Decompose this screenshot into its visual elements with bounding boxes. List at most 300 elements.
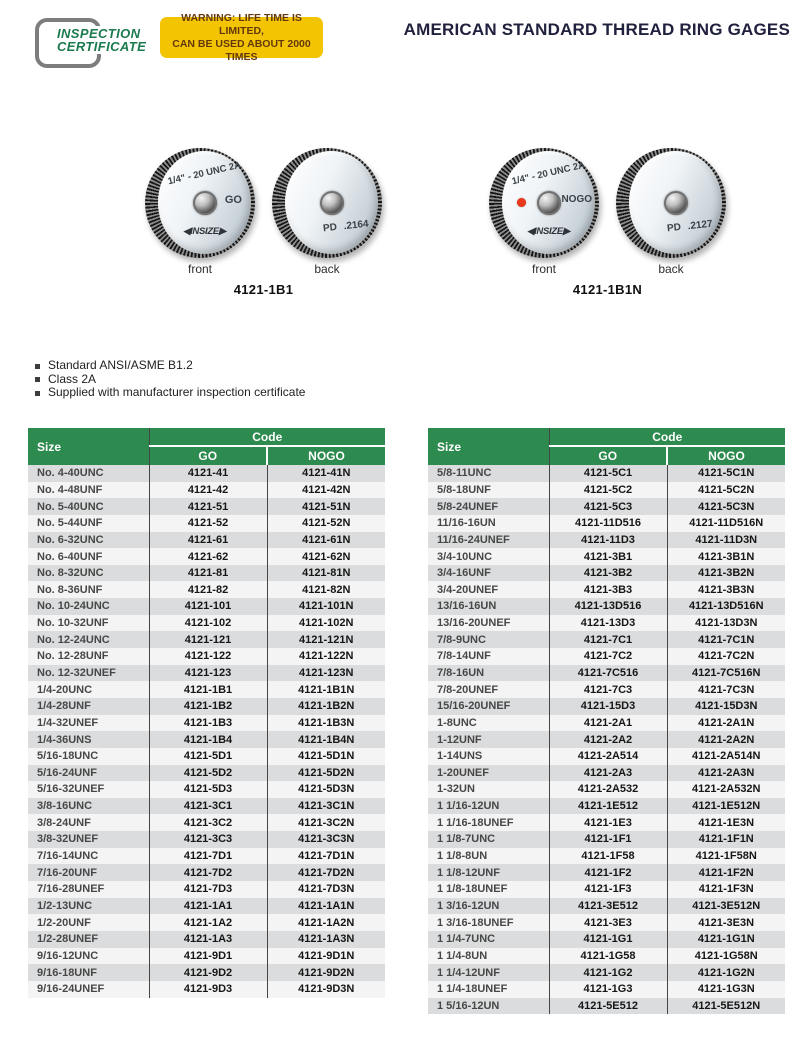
- size-cell: 1 3/16-18UNEF: [428, 914, 549, 931]
- model-code: 4121-1B1N: [572, 282, 643, 297]
- nogo-gauge-back-image: [616, 148, 726, 258]
- size-cell: 3/8-16UNC: [28, 798, 149, 815]
- size-cell: No. 12-28UNF: [28, 648, 149, 665]
- size-cell: 3/4-20UNEF: [428, 581, 549, 598]
- go-code-cell: 4121-1B4: [149, 731, 267, 748]
- feature-item: [35, 386, 305, 400]
- size-cell: No. 10-24UNC: [28, 598, 149, 615]
- nogo-code-cell: 4121-3E3N: [667, 914, 785, 931]
- nogo-code-cell: 4121-3B1N: [667, 548, 785, 565]
- size-cell: 1/2-20UNF: [28, 914, 149, 931]
- table-row: [428, 831, 785, 848]
- table-row: [28, 565, 385, 582]
- size-cell: No. 6-32UNC: [28, 532, 149, 549]
- size-cell: No. 8-36UNF: [28, 581, 149, 598]
- feature-item: [35, 373, 305, 387]
- table-row: [428, 931, 785, 948]
- feature-text: Supplied with manufacturer inspection certificate: [48, 385, 306, 400]
- table-row: [428, 731, 785, 748]
- go-code-cell: 4121-7C516: [549, 665, 667, 682]
- table-row: [28, 681, 385, 698]
- nogo-code-cell: 4121-1G1N: [667, 931, 785, 948]
- go-code-cell: 4121-11D516: [549, 515, 667, 532]
- go-code-cell: 4121-1F3: [549, 881, 667, 898]
- go-code-cell: 4121-1G58: [549, 948, 667, 965]
- size-cell: 7/8-9UNC: [428, 631, 549, 648]
- size-cell: 13/16-16UN: [428, 598, 549, 615]
- go-code-cell: 4121-5D3: [149, 781, 267, 798]
- nogo-code-cell: 4121-9D2N: [267, 964, 385, 981]
- go-code-cell: 4121-1E512: [549, 798, 667, 815]
- threaded-hole: [193, 191, 217, 215]
- table-row: [28, 748, 385, 765]
- go-code-cell: 4121-121: [149, 631, 267, 648]
- size-cell: No. 12-32UNEF: [28, 665, 149, 682]
- nogo-code-cell: 4121-7D3N: [267, 881, 385, 898]
- nogo-column-header: NOGO: [267, 446, 385, 465]
- pitch-diameter-marking: PD .2164: [322, 218, 370, 235]
- inspection-certificate-label: [55, 26, 148, 54]
- nogo-code-cell: 4121-121N: [267, 631, 385, 648]
- go-code-cell: 4121-1A1: [149, 898, 267, 915]
- feature-text: Standard ANSI/ASME B1.2: [48, 358, 193, 372]
- go-code-cell: 4121-13D516: [549, 598, 667, 615]
- table-row: [28, 881, 385, 898]
- nogo-red-dot-indicator: [517, 198, 526, 207]
- nogo-code-cell: 4121-7D2N: [267, 864, 385, 881]
- nogo-code-cell: 4121-3C1N: [267, 798, 385, 815]
- nogo-code-cell: 4121-51N: [267, 498, 385, 515]
- size-cell: 3/8-24UNF: [28, 814, 149, 831]
- table-row: [28, 948, 385, 965]
- size-column-header: Size: [428, 428, 549, 465]
- table-row: [428, 848, 785, 865]
- nogo-code-cell: 4121-2A514N: [667, 748, 785, 765]
- product-image-nogo-gauge: [489, 148, 726, 308]
- go-code-cell: 4121-2A3: [549, 765, 667, 782]
- size-cell: No. 6-40UNF: [28, 548, 149, 565]
- table-row: [28, 598, 385, 615]
- table-row: [428, 515, 785, 532]
- nogo-code-cell: 4121-7C3N: [667, 681, 785, 698]
- table-row: [428, 781, 785, 798]
- table-row: [428, 581, 785, 598]
- nogo-gauge-front-image: [489, 148, 599, 258]
- nogo-code-cell: 4121-3C3N: [267, 831, 385, 848]
- size-cell: No. 12-24UNC: [28, 631, 149, 648]
- thread-spec-marking: 1/4" - 20 UNC 2A: [510, 159, 587, 188]
- go-code-cell: 4121-9D1: [149, 948, 267, 965]
- size-cell: 3/4-16UNF: [428, 565, 549, 582]
- size-cell: 7/8-14UNF: [428, 648, 549, 665]
- size-cell: 1 1/16-12UN: [428, 798, 549, 815]
- go-code-cell: 4121-11D3: [549, 532, 667, 549]
- size-cell: 13/16-20UNEF: [428, 615, 549, 632]
- nogo-code-cell: 4121-5E512N: [667, 998, 785, 1015]
- code-column-header: Code: [549, 428, 785, 446]
- front-caption: front: [531, 262, 556, 276]
- size-cell: No. 4-40UNC: [28, 465, 149, 482]
- go-code-cell: 4121-3C1: [149, 798, 267, 815]
- table-row: [428, 998, 785, 1015]
- code-column-header: Code: [149, 428, 385, 446]
- table-row: [428, 631, 785, 648]
- square-bullet-icon: [35, 391, 40, 396]
- size-cell: 7/8-16UN: [428, 665, 549, 682]
- go-gauge-back-image: [272, 148, 382, 258]
- table-row: [428, 548, 785, 565]
- nogo-code-cell: 4121-7C2N: [667, 648, 785, 665]
- nogo-code-cell: 4121-62N: [267, 548, 385, 565]
- lifetime-warning-badge: [160, 11, 323, 63]
- table-row: [428, 482, 785, 499]
- gauge-face: [285, 151, 378, 254]
- nogo-code-cell: 4121-102N: [267, 615, 385, 632]
- go-code-cell: 4121-7C2: [549, 648, 667, 665]
- threaded-hole: [664, 191, 688, 215]
- size-cell: No. 5-44UNF: [28, 515, 149, 532]
- table-row: [428, 765, 785, 782]
- table-row: [428, 665, 785, 682]
- nogo-marking: NOGO: [561, 194, 592, 205]
- warning-line2: CAN BE USED ABOUT 2000 TIMES: [172, 37, 311, 63]
- size-cell: 5/8-24UNEF: [428, 498, 549, 515]
- size-cell: 5/16-24UNF: [28, 765, 149, 782]
- go-code-cell: 4121-3B2: [549, 565, 667, 582]
- size-cell: No. 4-48UNF: [28, 482, 149, 499]
- nogo-code-cell: 4121-5C3N: [667, 498, 785, 515]
- go-code-cell: 4121-1B2: [149, 698, 267, 715]
- size-column-header: Size: [28, 428, 149, 465]
- table-row: [428, 864, 785, 881]
- size-cell: 1 1/8-8UN: [428, 848, 549, 865]
- gauge-face: [629, 151, 722, 254]
- table-row: [28, 798, 385, 815]
- gage-code-table-left: [28, 428, 385, 998]
- size-cell: 7/16-20UNF: [28, 864, 149, 881]
- nogo-code-cell: 4121-2A3N: [667, 765, 785, 782]
- size-cell: No. 8-32UNC: [28, 565, 149, 582]
- nogo-code-cell: 4121-61N: [267, 532, 385, 549]
- table-row: [428, 715, 785, 732]
- go-code-cell: 4121-2A514: [549, 748, 667, 765]
- nogo-code-cell: 4121-1G58N: [667, 948, 785, 965]
- nogo-code-cell: 4121-1E512N: [667, 798, 785, 815]
- size-cell: 5/8-18UNF: [428, 482, 549, 499]
- nogo-code-cell: 4121-42N: [267, 482, 385, 499]
- table-row: [28, 532, 385, 549]
- go-code-cell: 4121-101: [149, 598, 267, 615]
- nogo-column-header: NOGO: [667, 446, 785, 465]
- nogo-code-cell: 4121-1B2N: [267, 698, 385, 715]
- go-code-cell: 4121-3B3: [549, 581, 667, 598]
- nogo-code-cell: 4121-7D1N: [267, 848, 385, 865]
- size-cell: 1 1/4-12UNF: [428, 964, 549, 981]
- table-row: [428, 814, 785, 831]
- table-row: [428, 498, 785, 515]
- nogo-code-cell: 4121-101N: [267, 598, 385, 615]
- size-cell: No. 10-32UNF: [28, 615, 149, 632]
- table-row: [28, 864, 385, 881]
- nogo-code-cell: 4121-5D3N: [267, 781, 385, 798]
- nogo-code-cell: 4121-82N: [267, 581, 385, 598]
- table-row: [28, 548, 385, 565]
- size-cell: 3/8-32UNEF: [28, 831, 149, 848]
- nogo-code-cell: 4121-2A532N: [667, 781, 785, 798]
- nogo-code-cell: 4121-1F1N: [667, 831, 785, 848]
- size-cell: 1/2-13UNC: [28, 898, 149, 915]
- nogo-code-cell: 4121-1A2N: [267, 914, 385, 931]
- logo-line2: CERTIFICATE: [57, 39, 147, 54]
- nogo-code-cell: 4121-5D2N: [267, 765, 385, 782]
- feature-item: [35, 359, 305, 373]
- go-code-cell: 4121-82: [149, 581, 267, 598]
- table-row: [428, 648, 785, 665]
- go-code-cell: 4121-2A532: [549, 781, 667, 798]
- table-row: [428, 981, 785, 998]
- go-code-cell: 4121-5C2: [549, 482, 667, 499]
- table-row: [428, 748, 785, 765]
- go-code-cell: 4121-1F1: [549, 831, 667, 848]
- inspection-certificate-logo: [35, 16, 160, 64]
- nogo-code-cell: 4121-3C2N: [267, 814, 385, 831]
- nogo-code-cell: 4121-122N: [267, 648, 385, 665]
- go-code-cell: 4121-61: [149, 532, 267, 549]
- pitch-diameter-marking: PD .2127: [666, 218, 714, 235]
- nogo-code-cell: 4121-1F58N: [667, 848, 785, 865]
- go-code-cell: 4121-15D3: [549, 698, 667, 715]
- table-row: [28, 781, 385, 798]
- nogo-code-cell: 4121-1A1N: [267, 898, 385, 915]
- go-code-cell: 4121-52: [149, 515, 267, 532]
- go-code-cell: 4121-2A1: [549, 715, 667, 732]
- warning-line1: WARNING: LIFE TIME IS LIMITED,: [181, 11, 302, 37]
- table-row: [28, 914, 385, 931]
- size-cell: 11/16-16UN: [428, 515, 549, 532]
- nogo-code-cell: 4121-123N: [267, 665, 385, 682]
- size-cell: 1/4-28UNF: [28, 698, 149, 715]
- table-row: [428, 914, 785, 931]
- size-cell: 5/16-32UNEF: [28, 781, 149, 798]
- table-row: [428, 465, 785, 482]
- table-row: [28, 898, 385, 915]
- table-row: [428, 798, 785, 815]
- nogo-code-cell: 4121-1G3N: [667, 981, 785, 998]
- go-code-cell: 4121-1B3: [149, 715, 267, 732]
- go-code-cell: 4121-1G2: [549, 964, 667, 981]
- size-cell: 1 1/8-7UNC: [428, 831, 549, 848]
- go-code-cell: 4121-5D1: [149, 748, 267, 765]
- table-row: [428, 898, 785, 915]
- go-gauge-front-image: [145, 148, 255, 258]
- nogo-code-cell: 4121-5C2N: [667, 482, 785, 499]
- nogo-code-cell: 4121-2A2N: [667, 731, 785, 748]
- go-code-cell: 4121-102: [149, 615, 267, 632]
- table-row: [28, 715, 385, 732]
- nogo-code-cell: 4121-13D3N: [667, 615, 785, 632]
- gage-code-table-right: [428, 428, 785, 1014]
- go-code-cell: 4121-62: [149, 548, 267, 565]
- table-row: [428, 964, 785, 981]
- table-row: [28, 581, 385, 598]
- go-code-cell: 4121-3E512: [549, 898, 667, 915]
- nogo-code-cell: 4121-2A1N: [667, 715, 785, 732]
- go-code-cell: 4121-13D3: [549, 615, 667, 632]
- go-code-cell: 4121-41: [149, 465, 267, 482]
- nogo-code-cell: 4121-7C516N: [667, 665, 785, 682]
- table-row: [428, 598, 785, 615]
- feature-text: Class 2A: [48, 371, 97, 386]
- table-row: [28, 515, 385, 532]
- product-image-go-gauge: [145, 148, 382, 308]
- back-caption: back: [658, 262, 684, 276]
- nogo-code-cell: 4121-1B1N: [267, 681, 385, 698]
- table-row: [428, 615, 785, 632]
- square-bullet-icon: [35, 364, 40, 369]
- go-code-cell: 4121-7D1: [149, 848, 267, 865]
- size-cell: 1 1/8-18UNEF: [428, 881, 549, 898]
- go-code-cell: 4121-81: [149, 565, 267, 582]
- go-code-cell: 4121-5C3: [549, 498, 667, 515]
- size-cell: 1 1/4-8UN: [428, 948, 549, 965]
- go-code-cell: 4121-1F58: [549, 848, 667, 865]
- table-row: [28, 631, 385, 648]
- nogo-code-cell: 4121-15D3N: [667, 698, 785, 715]
- table-row: [28, 498, 385, 515]
- nogo-code-cell: 4121-3B2N: [667, 565, 785, 582]
- nogo-code-cell: 4121-3B3N: [667, 581, 785, 598]
- go-code-cell: 4121-1A3: [149, 931, 267, 948]
- size-cell: 1 1/4-7UNC: [428, 931, 549, 948]
- nogo-code-cell: 4121-5C1N: [667, 465, 785, 482]
- size-cell: 1-32UN: [428, 781, 549, 798]
- size-cell: 1-14UNS: [428, 748, 549, 765]
- nogo-code-cell: 4121-52N: [267, 515, 385, 532]
- table-row: [28, 465, 385, 482]
- go-code-cell: 4121-7D3: [149, 881, 267, 898]
- size-cell: 7/8-20UNEF: [428, 681, 549, 698]
- table-row: [28, 648, 385, 665]
- size-cell: 1/2-28UNEF: [28, 931, 149, 948]
- table-row: [428, 565, 785, 582]
- go-code-cell: 4121-9D2: [149, 964, 267, 981]
- table-row: [28, 731, 385, 748]
- go-code-cell: 4121-7C3: [549, 681, 667, 698]
- threaded-hole: [320, 191, 344, 215]
- go-code-cell: 4121-1B1: [149, 681, 267, 698]
- size-cell: 1 1/8-12UNF: [428, 864, 549, 881]
- go-code-cell: 4121-3E3: [549, 914, 667, 931]
- go-column-header: GO: [549, 446, 667, 465]
- size-cell: 1/4-32UNEF: [28, 715, 149, 732]
- size-cell: 9/16-12UNC: [28, 948, 149, 965]
- threaded-hole: [537, 191, 561, 215]
- nogo-code-cell: 4121-3E512N: [667, 898, 785, 915]
- nogo-code-cell: 4121-1F2N: [667, 864, 785, 881]
- square-bullet-icon: [35, 377, 40, 382]
- table-row: [28, 814, 385, 831]
- table-row: [428, 881, 785, 898]
- nogo-code-cell: 4121-5D1N: [267, 748, 385, 765]
- size-cell: 9/16-18UNF: [28, 964, 149, 981]
- go-code-cell: 4121-5D2: [149, 765, 267, 782]
- size-cell: 5/16-18UNC: [28, 748, 149, 765]
- go-code-cell: 4121-7C1: [549, 631, 667, 648]
- thread-spec-marking: 1/4" - 20 UNC 2A: [166, 159, 243, 188]
- insize-brand-marking: ◀INSIZE▶: [183, 226, 226, 237]
- page-title: AMERICAN STANDARD THREAD RING GAGES: [403, 20, 790, 39]
- go-code-cell: 4121-1F2: [549, 864, 667, 881]
- go-code-cell: 4121-7D2: [149, 864, 267, 881]
- go-code-cell: 4121-122: [149, 648, 267, 665]
- go-code-cell: 4121-9D3: [149, 981, 267, 998]
- size-cell: 5/8-11UNC: [428, 465, 549, 482]
- back-caption: back: [314, 262, 340, 276]
- nogo-code-cell: 4121-1A3N: [267, 931, 385, 948]
- nogo-code-cell: 4121-81N: [267, 565, 385, 582]
- gauge-face: [158, 151, 251, 254]
- table-row: [28, 964, 385, 981]
- table-row: [428, 948, 785, 965]
- size-cell: 1 5/16-12UN: [428, 998, 549, 1015]
- gauge-face: [502, 151, 595, 254]
- go-code-cell: 4121-42: [149, 482, 267, 499]
- size-cell: 15/16-20UNEF: [428, 698, 549, 715]
- table-row: [28, 848, 385, 865]
- table-row: [28, 831, 385, 848]
- nogo-code-cell: 4121-1F3N: [667, 881, 785, 898]
- size-cell: 3/4-10UNC: [428, 548, 549, 565]
- nogo-code-cell: 4121-1E3N: [667, 814, 785, 831]
- model-code: 4121-1B1: [233, 282, 294, 297]
- go-code-cell: 4121-3B1: [549, 548, 667, 565]
- nogo-code-cell: 4121-11D3N: [667, 532, 785, 549]
- go-code-cell: 4121-5E512: [549, 998, 667, 1015]
- go-code-cell: 4121-3C2: [149, 814, 267, 831]
- size-cell: 1 3/16-12UN: [428, 898, 549, 915]
- logo-line1: INSPECTION: [57, 26, 141, 41]
- table-row: [428, 532, 785, 549]
- nogo-code-cell: 4121-13D516N: [667, 598, 785, 615]
- table-row: [28, 765, 385, 782]
- size-cell: 1 1/4-18UNEF: [428, 981, 549, 998]
- table-row: [28, 615, 385, 632]
- size-cell: 9/16-24UNEF: [28, 981, 149, 998]
- table-row: [428, 698, 785, 715]
- size-cell: 1-8UNC: [428, 715, 549, 732]
- size-cell: 7/16-28UNEF: [28, 881, 149, 898]
- go-column-header: GO: [149, 446, 267, 465]
- table-row: [28, 931, 385, 948]
- nogo-code-cell: 4121-41N: [267, 465, 385, 482]
- go-code-cell: 4121-1E3: [549, 814, 667, 831]
- table-row: [28, 482, 385, 499]
- feature-list: [35, 359, 305, 400]
- size-cell: 1/4-36UNS: [28, 731, 149, 748]
- size-cell: No. 5-40UNC: [28, 498, 149, 515]
- size-cell: 1 1/16-18UNEF: [428, 814, 549, 831]
- insize-brand-marking: ◀INSIZE▶: [527, 226, 570, 237]
- table-row: [28, 698, 385, 715]
- table-row: [28, 981, 385, 998]
- size-cell: 1-20UNEF: [428, 765, 549, 782]
- size-cell: 1/4-20UNC: [28, 681, 149, 698]
- go-code-cell: 4121-51: [149, 498, 267, 515]
- size-cell: 7/16-14UNC: [28, 848, 149, 865]
- nogo-code-cell: 4121-7C1N: [667, 631, 785, 648]
- go-code-cell: 4121-1G3: [549, 981, 667, 998]
- size-cell: 1-12UNF: [428, 731, 549, 748]
